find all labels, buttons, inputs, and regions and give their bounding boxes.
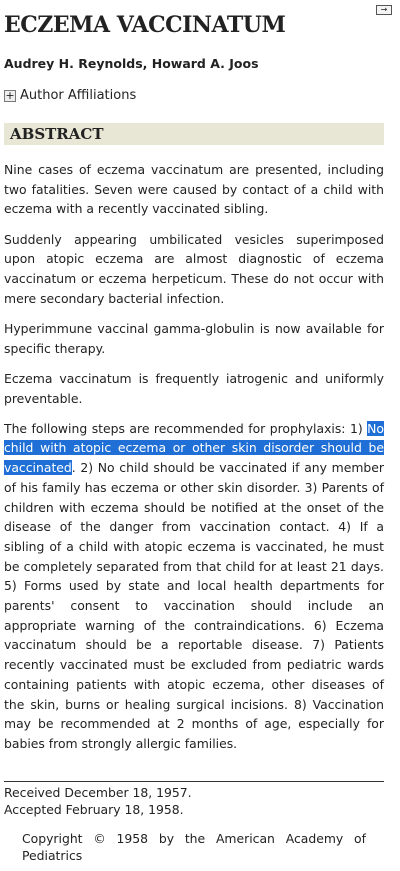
accepted-date: Accepted February 18, 1958. — [4, 802, 184, 817]
abstract-paragraph-5 — [4, 419, 384, 754]
abstract-body — [4, 160, 384, 764]
expand-icon[interactable] — [376, 5, 392, 15]
prophylaxis-rest: . 2) No child should be vaccinated if any member of his family has eczema or other skin disorder. 3) Parents of children with eczema should be notified at the onset of the disease of the danger from vaccination contact. 4) If a sibling of a child with atopic eczema is vaccinated, he must be completely separated from that child for at least 21 days. 5) Forms used by state and local health departments for parents' consent to vaccination should include an appropriate warning of the contraindications. 6) Eczema vaccinatum should be a reportable disease. 7) Patients recently vaccinated must be excluded from pediatric wards containing patients with atopic eczema, other diseases of the skin, burns or healing surgical incisions. 8) Vaccination may be recommended at 2 months of age, especially for babies from strongly allergic families. — [4, 460, 384, 751]
prophylaxis-lead: The following steps are recommended for prophylaxis: 1) — [4, 420, 368, 436]
received-date: Received December 18, 1957. — [4, 785, 192, 800]
abstract-paragraph-3: Hyperimmune vaccinal gamma-globulin is now available for specific therapy. — [4, 320, 384, 356]
divider — [4, 781, 384, 782]
article-history — [4, 784, 192, 818]
author-affiliations-label: Author Affiliations — [20, 88, 137, 103]
author-affiliations-toggle[interactable] — [4, 88, 136, 103]
arrow-right-icon: → — [380, 5, 388, 14]
abstract-paragraph-2: Suddenly appearing umbilicated vesicles superimposed upon atopic eczema are almost diagnostic of eczema vaccinatum or eczema herpeticum. These do not occur with mere secondary bacterial infection. — [4, 231, 384, 306]
abstract-heading: ABSTRACT — [4, 123, 384, 145]
selected-text-highlight[interactable]: No child with atopic eczema or other skin disorder should be vaccinated — [4, 420, 384, 476]
copyright-notice: Copyright © 1958 by the American Academy of Pediatrics — [22, 831, 366, 863]
abstract-paragraph-4: Eczema vaccinatum is frequently iatrogenic and uniformly preventable. — [4, 370, 384, 406]
author-list: Audrey H. Reynolds, Howard A. Joos — [4, 56, 259, 71]
article-title: ECZEMA VACCINATUM — [4, 12, 286, 38]
abstract-paragraph-1: Nine cases of eczema vaccinatum are presented, including two fatalities. Seven were caused by contact of a child with eczema with a recently vaccinated sibling. — [4, 162, 384, 217]
plus-icon: + — [5, 88, 15, 102]
